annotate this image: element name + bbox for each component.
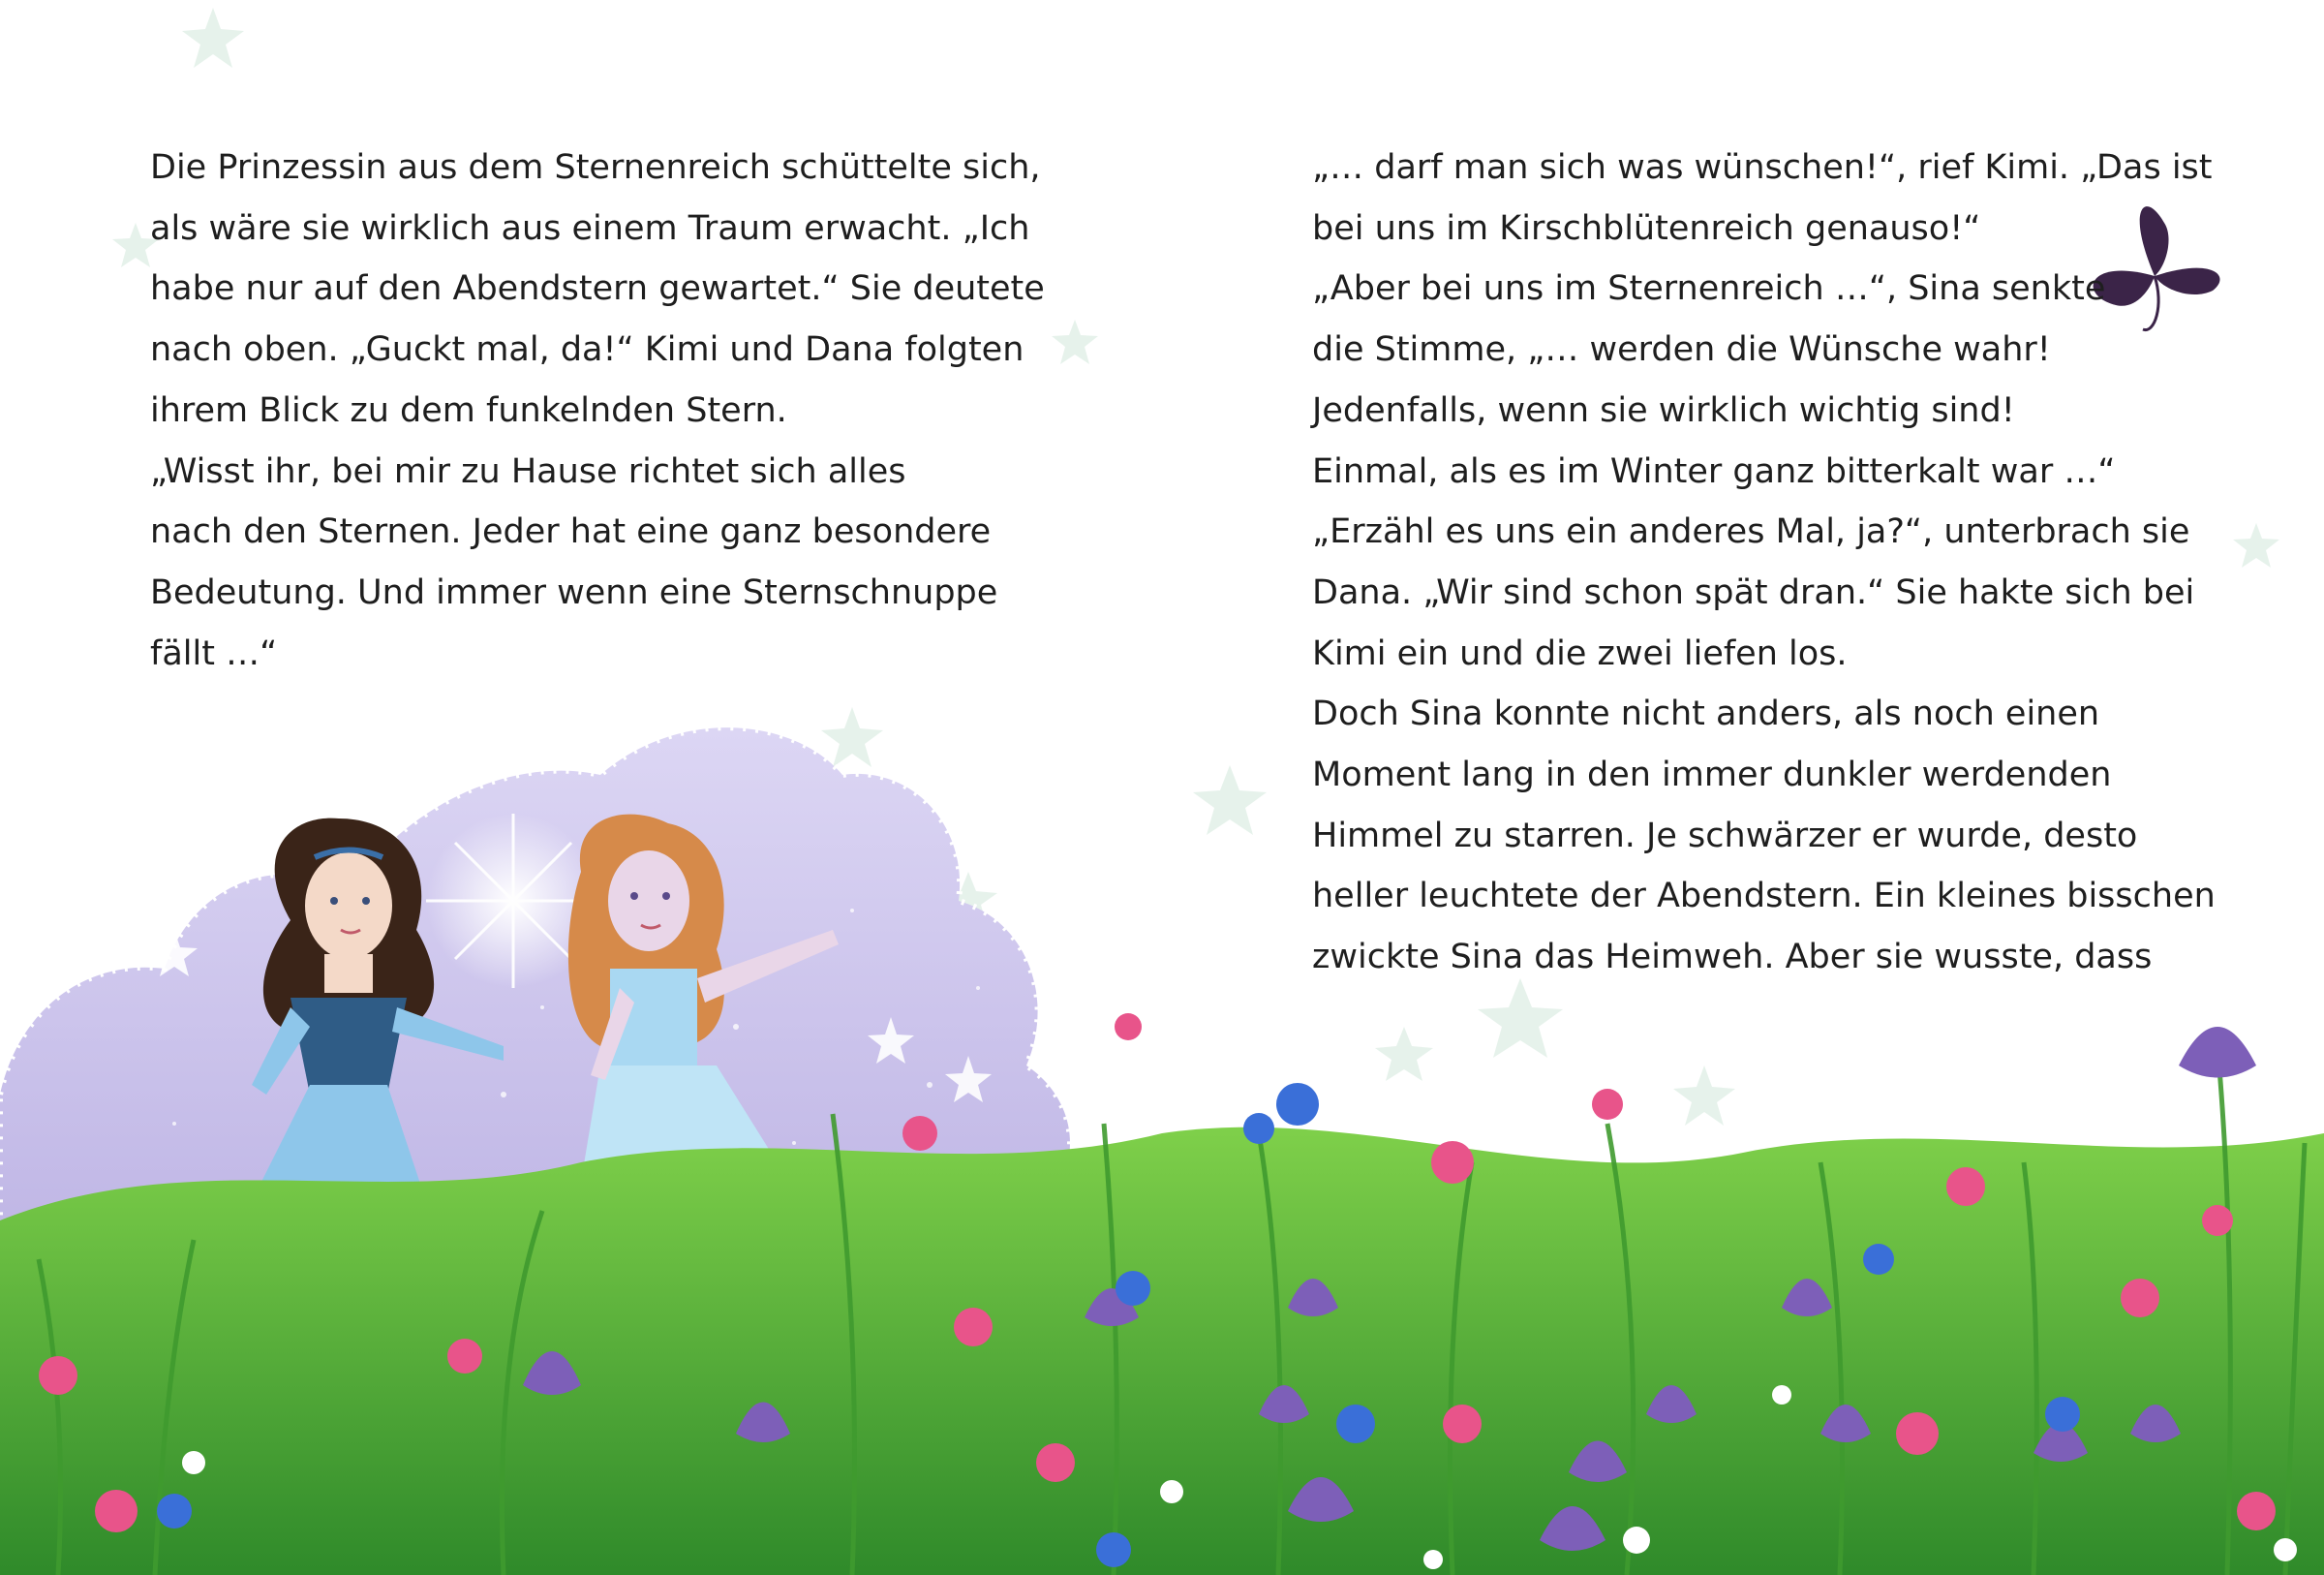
text-line: „Aber bei uns im Sternenreich …“, Sina senkte <box>1312 269 2106 309</box>
text-line: Himmel zu starren. Je schwärzer er wurde, desto <box>1312 816 2138 855</box>
text-line: Dana. „Wir sind schon spät dran.“ Sie hakte sich bei <box>1312 572 2195 612</box>
text-line: „Wisst ihr, bei mir zu Hause richtet sich alles <box>150 451 906 491</box>
text-line: als wäre sie wirklich aus einem Traum erwacht. „Ich <box>150 208 1030 248</box>
text-line: habe nur auf den Abendstern gewartet.“ Sie deutete <box>150 269 1045 309</box>
text-line: bei uns im Kirschblütenreich genauso!“ <box>1312 208 1981 248</box>
text-line: die Stimme, „… werden die Wünsche wahr! <box>1312 330 2051 370</box>
text-line: Die Prinzessin aus dem Sternenreich schüttelte sich, <box>150 148 1041 187</box>
text-line: Einmal, als es im Winter ganz bitterkalt war …“ <box>1312 451 2116 491</box>
text-line: fällt …“ <box>150 633 278 673</box>
text-line: Moment lang in den immer dunkler werdenden <box>1312 756 2112 795</box>
text-line: Jedenfalls, wenn sie wirklich wichtig sind! <box>1312 390 2015 430</box>
right-page-text <box>1312 138 2216 988</box>
text-line: ihrem Blick zu dem funkelnden Stern. <box>150 390 787 430</box>
text-line: nach den Sternen. Jeder hat eine ganz besondere <box>150 512 992 552</box>
right-page <box>1162 0 2324 1575</box>
text-line: Doch Sina konnte nicht anders, als noch einen <box>1312 695 2100 734</box>
text-line: Bedeutung. Und immer wenn eine Sternschnuppe <box>150 572 998 612</box>
text-line: „Erzähl es uns ein anderes Mal, ja?“, unterbrach sie <box>1312 512 2190 552</box>
text-line: nach oben. „Guckt mal, da!“ Kimi und Dana folgten <box>150 330 1024 370</box>
text-line: Kimi ein und die zwei liefen los. <box>1312 633 1848 673</box>
text-line: „… darf man sich was wünschen!“, rief Kimi. „Das ist <box>1312 148 2213 187</box>
text-line: heller leuchtete der Abendstern. Ein kleines bisschen <box>1312 877 2216 916</box>
text-line: zwickte Sina das Heimweh. Aber sie wusste, dass <box>1312 938 2153 977</box>
left-page-text <box>150 138 1045 684</box>
